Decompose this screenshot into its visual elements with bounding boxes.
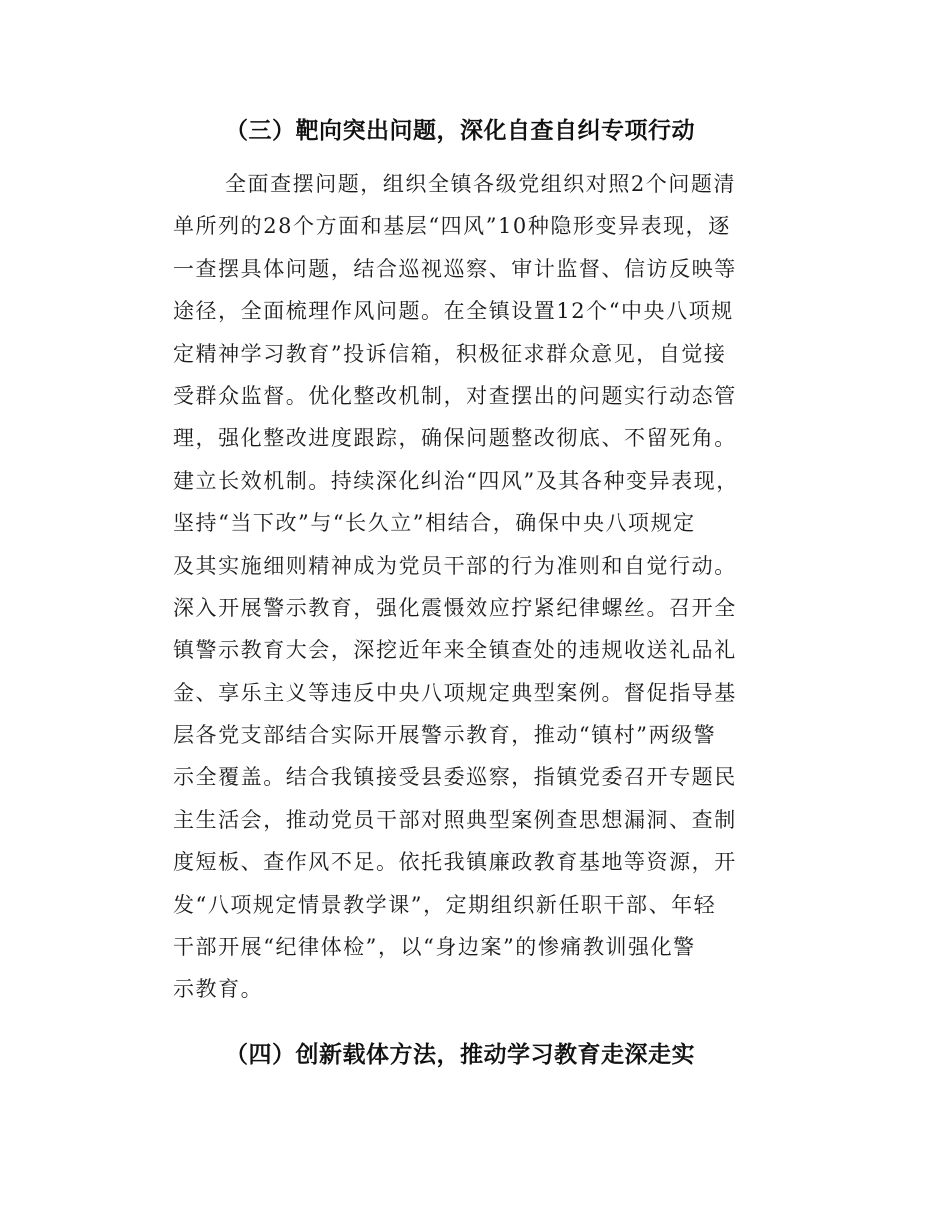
paragraph-line: 干部开展“纪律体检”，以“身边案”的惨痛教训强化警 [173,935,696,960]
paragraph-line: 镇警示教育大会，深挖近年来全镇查处的违规收送礼品礼 [173,638,737,663]
paragraph-line: 理，强化整改进度跟踪，确保问题整改彻底、不留死角。 [173,426,737,451]
paragraph-line: 发“八项规定情景教学课”，定期组织新任职干部、年轻 [173,892,717,917]
paragraph-line: 深入开展警示教育，强化震慑效应拧紧纪律螺丝。召开全 [173,595,737,620]
paragraph-line: 坚持“当下改”与“长久立”相结合，确保中央八项规定 [173,511,696,536]
paragraph-line: 层各党支部结合实际开展警示教育，推动“镇村”两级警 [173,723,717,748]
paragraph-line: 建立长效机制。持续深化纠治“四风”及其各种变异表现， [173,468,739,493]
section-body [173,163,813,1011]
paragraph-line: 示全覆盖。结合我镇接受县委巡察，指镇党委召开专题民 [173,765,737,790]
paragraph-line: 单所列的28个方面和基层“四风”10种隐形变异表现，逐 [173,214,731,239]
section-heading-4: （四）创新载体方法，推动学习教育走深走实 [225,1042,695,1068]
paragraph-line: 度短板、查作风不足。依托我镇廉政教育基地等资源，开 [173,850,737,875]
paragraph-line: 及其实施细则精神成为党员干部的行为准则和自觉行动。 [173,553,737,578]
paragraph-line: 定精神学习教育”投诉信箱，积极征求群众意见，自觉接 [173,341,727,366]
paragraph-line: 全面查摆问题，组织全镇各级党组织对照2个问题清 [225,172,737,196]
paragraph-line: 一查摆具体问题，结合巡视巡察、审计监督、信访反映等 [173,256,737,281]
paragraph-line: 受群众监督。优化整改机制，对查摆出的问题实行动态管 [173,383,737,408]
paragraph-line: 主生活会，推动党员干部对照典型案例查思想漏洞、查制 [173,807,737,832]
paragraph-line: 示教育。 [173,977,264,1002]
paragraph-line: 金、享乐主义等违反中央八项规定典型案例。督促指导基 [173,680,737,705]
section-heading-3: （三）靶向突出问题，深化自查自纠专项行动 [225,118,695,144]
paragraph-line: 途径，全面梳理作风问题。在全镇设置12个“中央八项规 [173,299,734,324]
